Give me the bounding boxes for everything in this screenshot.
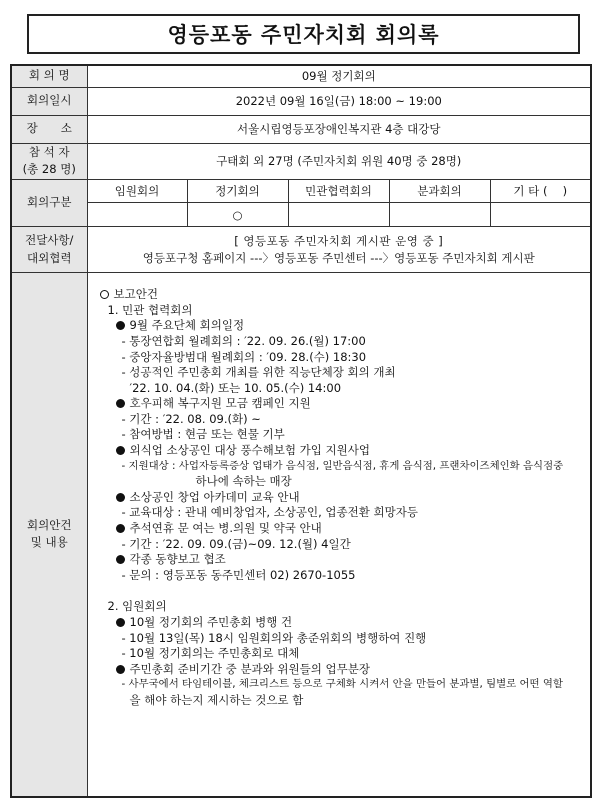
detail-line: ′22. 10. 04.(화) 또는 10. 05.(수) 14:00 [129,380,342,395]
meeting-type-col: 분과회의 [389,180,490,203]
detail-line: - 참여방법 : 현금 또는 현물 기부 [121,427,285,442]
agenda-label-line1: 회의안건 [27,517,72,532]
section-1-item: 9월 주요단체 회의일정 [100,318,585,334]
section-2-item: 10월 정기회의 주민총회 병행 건 [100,615,585,631]
report-heading: 보고안건 [100,287,585,303]
place-value: 서울시립영등포장애인복지관 4층 대강당 [87,115,591,143]
agenda-label-line2: 및 내용 [30,535,68,550]
meeting-type-mark [389,203,490,227]
notice-path: 영등포구청 홈페이지 ---〉영등포동 주민센터 ---〉영등포동 주민자치회 게시판 [142,250,535,265]
minutes-table [10,64,592,798]
detail-line: - 성공적인 주민총회 개최를 위한 직능단체장 회의 개최 [121,365,396,380]
meeting-type-label: 회의구분 [11,180,87,227]
section-1-item: 추석연휴 문 여는 병.의원 및 약국 안내 [100,521,585,537]
bullet-icon [116,524,125,533]
place-label: 장 소 [11,115,87,143]
bullet-icon [116,618,125,627]
notice-label [11,227,87,273]
meeting-name-value: 09월 정기회의 [87,65,591,87]
detail-line: - 10월 정기회의는 주민총회로 대체 [121,646,300,661]
meeting-type-col: 민관협력회의 [288,180,389,203]
section-2-item: 주민총회 준비기간 중 분과와 위원들의 업무분장 [100,662,585,678]
detail-line: 을 해야 하는지 제시하는 것으로 함 [129,692,304,707]
row-meeting-name [11,65,591,87]
detail-line: - 10월 13일(목) 18시 임원회의와 총준위회의 병행하여 진행 [121,630,427,645]
detail-line: - 문의 : 영등포동 동주민센터 02) 2670-1055 [121,567,356,582]
attendees-value: 구태회 외 27명 (주민자치회 위원 40명 중 28명) [87,143,591,180]
bullet-icon [116,399,125,408]
detail-line: 하나에 속하는 매장 [195,474,292,489]
meeting-type-mark [87,203,187,227]
document-title: 영등포동 주민자치회 회의록 [27,14,580,54]
row-attendees [11,143,591,180]
row-meeting-type-marks [11,203,591,227]
notice-value [87,227,591,273]
meeting-name-label: 회 의 명 [11,65,87,87]
row-agenda [11,273,591,797]
attendees-label [11,143,87,180]
spacer [100,583,585,599]
row-meeting-date [11,87,591,115]
detail-line: - 기간 : ′22. 08. 09.(화) ~ [121,411,261,426]
section-1-item: 각종 동향보고 협조 [100,552,585,568]
attendees-label-line1: 참 석 자 [28,144,70,159]
bullet-icon [116,665,125,674]
section-1-item: 호우피해 복구지원 모금 캠페인 지원 [100,396,585,412]
meeting-type-mark: ○ [187,203,288,227]
bullet-icon [116,493,125,502]
bullet-icon [116,555,125,564]
meeting-type-mark [288,203,389,227]
detail-line: - 사무국에서 타임테이블, 체크리스트 등으로 구체화 시켜서 안을 만들어 분과별, 팀별로 어떤 역할 [121,678,563,691]
row-place [11,115,591,143]
meeting-date-label: 회의일시 [11,87,87,115]
section-1-item: 외식업 소상공인 대상 풍수해보험 가입 지원사업 [100,443,585,459]
row-meeting-type-head [11,180,591,203]
meeting-type-col: 기 타 ( ) [490,180,591,203]
detail-line: - 지원대상 : 사업자등록증상 업태가 음식점, 일반음식점, 휴게 음식점, 프랜차이즈체인화 음식점중 [121,459,564,472]
detail-line: - 중앙자율방범대 월례회의 : ′09. 28.(수) 18:30 [121,349,367,364]
row-notice [11,227,591,273]
detail-line: - 기간 : ′22. 09. 09.(금)~09. 12.(월) 4일간 [121,536,351,551]
notice-label-line2: 대외협력 [27,250,72,265]
agenda-content [87,273,591,797]
detail-line: - 통장연합회 월례회의 : ′22. 09. 26.(월) 17:00 [121,333,366,348]
meeting-date-value: 2022년 09월 16일(금) 18:00 ~ 19:00 [87,87,591,115]
meeting-type-mark [490,203,591,227]
meeting-type-col: 정기회의 [187,180,288,203]
section-1-item: 소상공인 창업 아카데미 교육 안내 [100,490,585,506]
agenda-label [11,273,87,797]
bullet-icon [116,321,125,330]
meeting-type-col: 임원회의 [87,180,187,203]
attendees-label-line2: (총 28 명) [22,162,76,177]
section-1-heading: 1. 민관 협력회의 [107,302,193,317]
notice-label-line1: 전달사항/ [25,232,74,247]
notice-heading: [ 영등포동 주민자치회 게시판 운영 중 ] [234,233,444,248]
detail-line: - 교육대상 : 관내 예비창업자, 소상공인, 업종전환 희망자등 [121,505,418,520]
bullet-icon [116,446,125,455]
circle-bullet-icon [100,290,109,299]
section-2-heading: 2. 임원회의 [107,599,167,614]
